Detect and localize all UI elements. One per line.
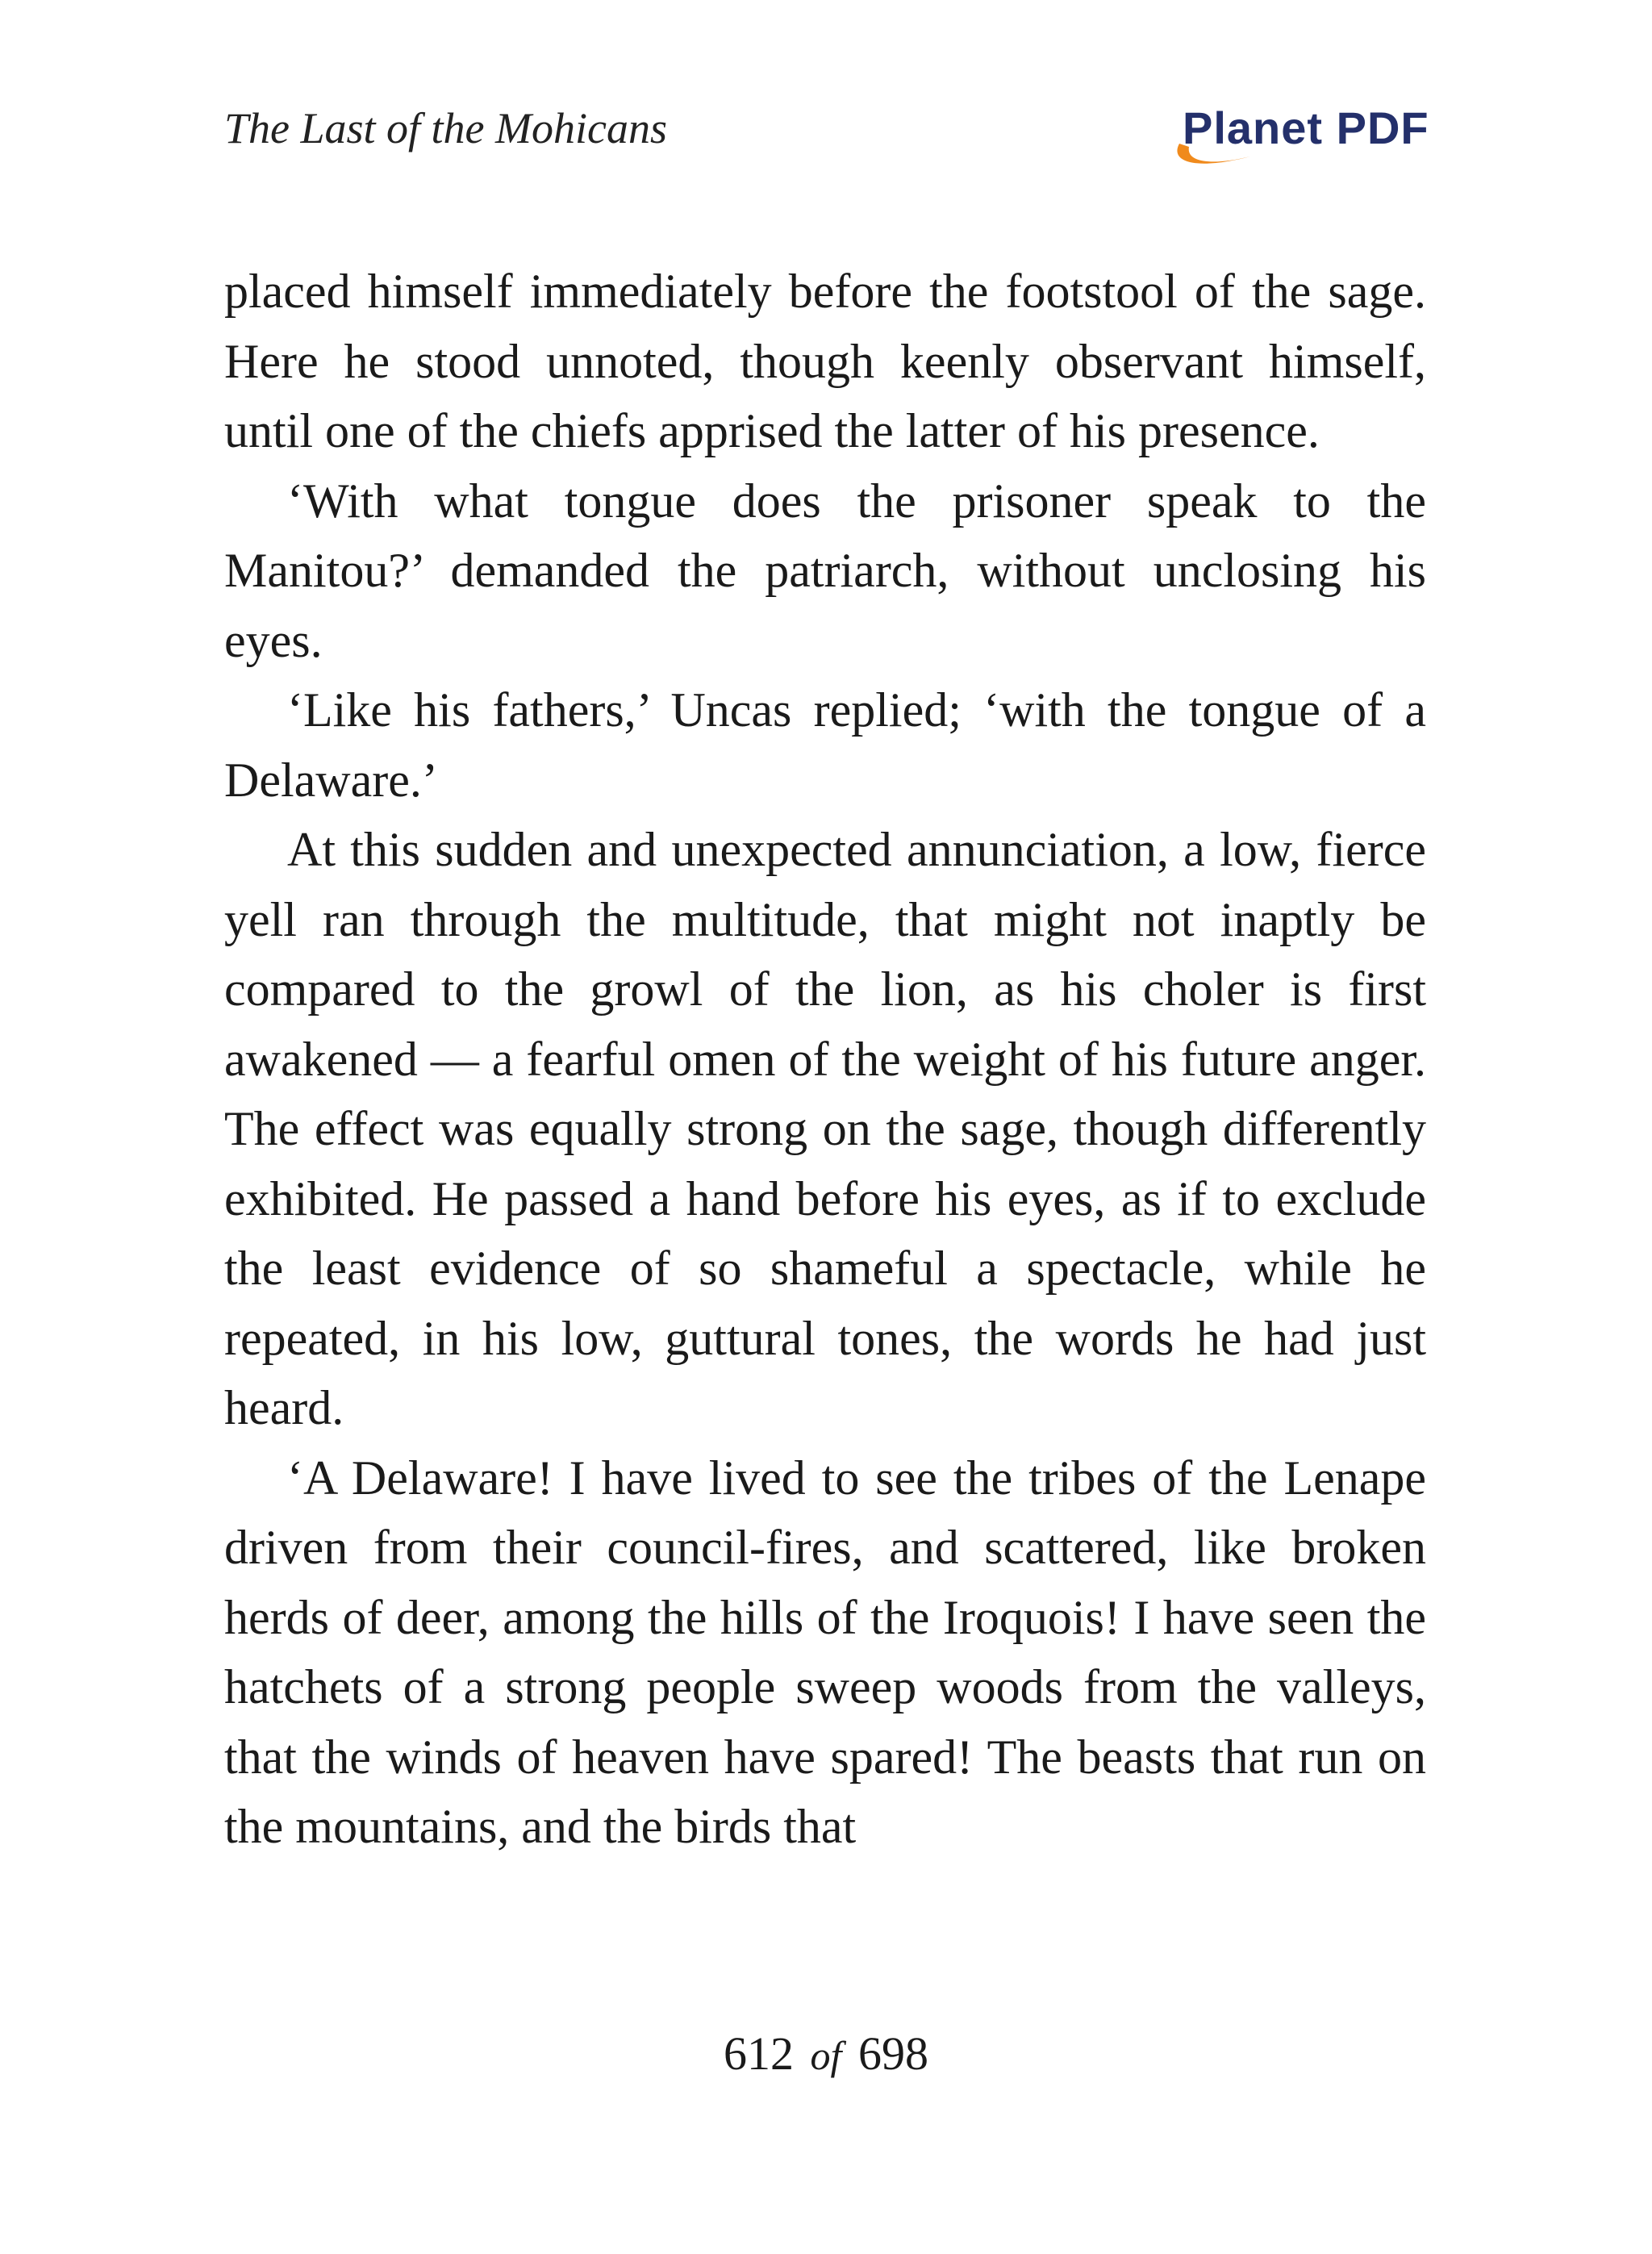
- planet-pdf-logo: [1162, 97, 1428, 177]
- page-body: [224, 257, 1426, 1862]
- page-of-label: of: [810, 2033, 842, 2078]
- paragraph-1: placed himself immediately before the footstool of the sage. Here he stood unnoted, though keenly observant himself, until one of the chiefs apprised the latter of his presence.: [224, 265, 1426, 457]
- total-pages: 698: [857, 2027, 928, 2080]
- paragraph-2: ‘With what tongue does the prisoner speak to the Manitou?’ demanded the patriarch, without unclosing his eyes.: [224, 474, 1426, 667]
- paragraph-3: ‘Like his fathers,’ Uncas replied; ‘with the tongue of a Delaware.’: [224, 683, 1426, 807]
- page-number: [0, 2027, 1652, 2081]
- paragraph-5: ‘A Delaware! I have lived to see the tribes of the Lenape driven from their council-fires, and scattered, like broken herds of deer, among the hills of the Iroquois! I have seen the hatchets of a strong people sweep woods from the valleys, that the winds of heaven have spared! The beasts that run on the mountains, and the birds that: [224, 1450, 1426, 1853]
- paragraph-4: At this sudden and unexpected annunciation, a low, fierce yell ran through the multitude, that might not inaptly be compared to the growl of the lion, as his choler is first awakened — a fearful omen of the weight of his future anger. The effect was equally strong on the sage, though differently exhibited. He passed a hand before his eyes, as if to exclude the least evidence of so shameful a spectacle, while he repeated, in his low, guttural tones, the words he had just heard.: [224, 823, 1426, 1434]
- logo-text: Planet PDF: [1183, 102, 1429, 153]
- current-page: 612: [724, 2027, 795, 2080]
- book-title: The Last of the Mohicans: [224, 104, 667, 152]
